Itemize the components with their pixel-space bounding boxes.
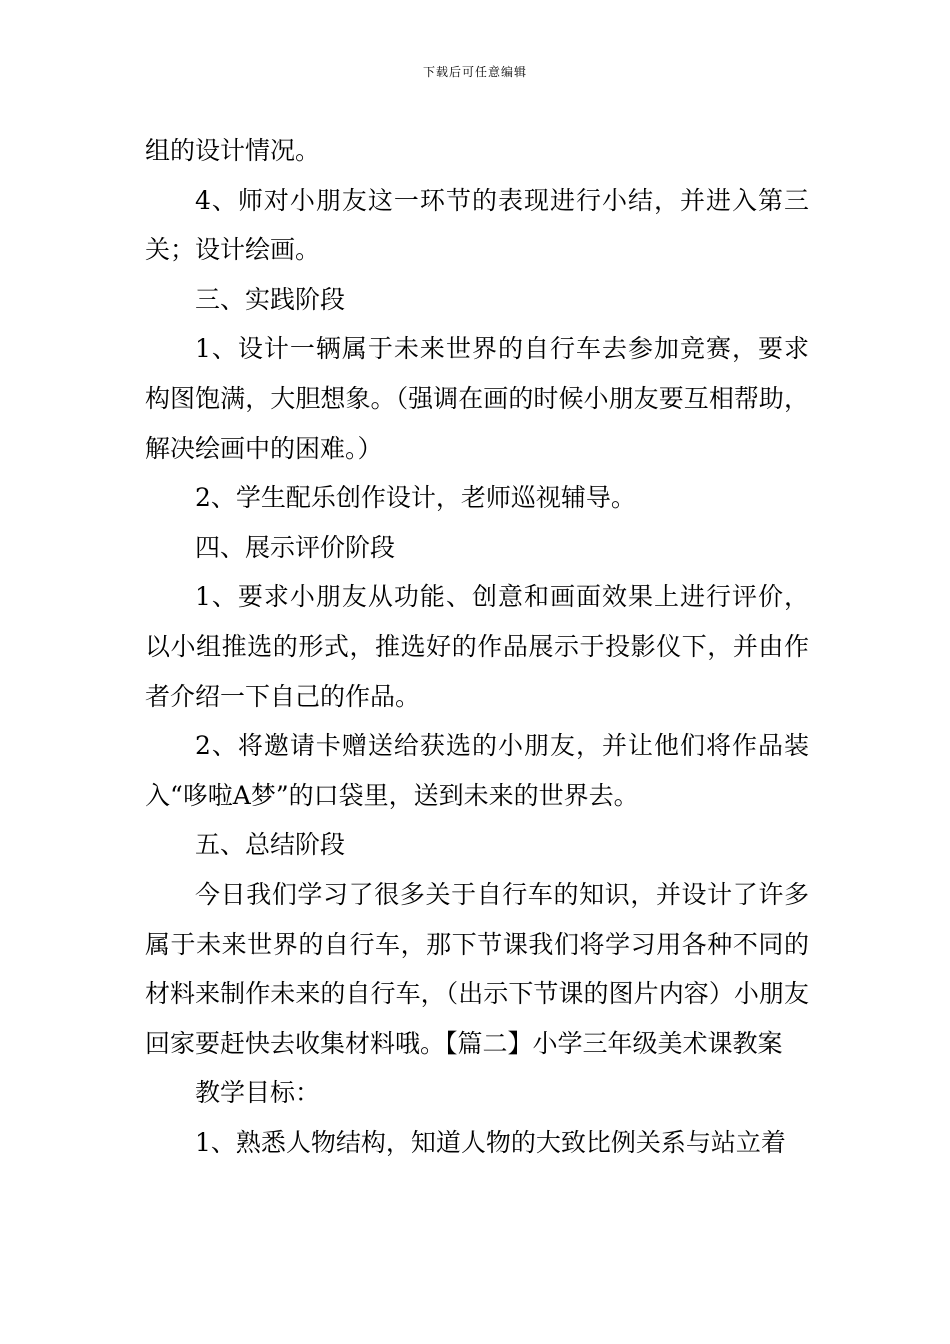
section-heading: 三、实践阶段 xyxy=(195,284,346,314)
paragraph: 1、设计一辆属于未来世界的自行车去参加竞赛，要求构图饱满，大胆想象。（强调在画的时候小朋友要互相帮助，解决绘画中的困难。） xyxy=(145,334,809,463)
paragraph: 今日我们学习了很多关于自行车的知识，并设计了许多属于未来世界的自行车，那下节课我们将学习用各种不同的材料来制作未来的自行车，（出示下节课的图片内容）小朋友回家要赶快去收集材料哦。【篇二】小学三年级美术课教案 xyxy=(145,879,809,1058)
section-heading: 教学目标： xyxy=(195,1078,321,1108)
paragraph: 1、要求小朋友从功能、创意和画面效果上进行评价，以小组推选的形式，推选好的作品展示于投影仪下，并由作者介绍一下自己的作品。 xyxy=(145,582,809,711)
document-body xyxy=(145,126,809,1167)
paragraph: 2、学生配乐创作设计，老师巡视辅导。 xyxy=(195,483,636,513)
section-heading: 五、总结阶段 xyxy=(195,830,346,860)
section-heading: 四、展示评价阶段 xyxy=(195,532,396,562)
paragraph: 1、熟悉人物结构，知道人物的大致比例关系与站立着 xyxy=(195,1127,786,1157)
paragraph: 4、师对小朋友这一环节的表现进行小结，并进入第三关；设计绘画。 xyxy=(145,185,809,265)
paragraph: 组的设计情况。 xyxy=(145,136,321,165)
paragraph: 2、将邀请卡赠送给获选的小朋友，并让他们将作品装入“哆啦A梦”的口袋里，送到未来的世界去。 xyxy=(145,731,809,810)
page-header: 下载后可任意编辑 xyxy=(422,65,527,79)
